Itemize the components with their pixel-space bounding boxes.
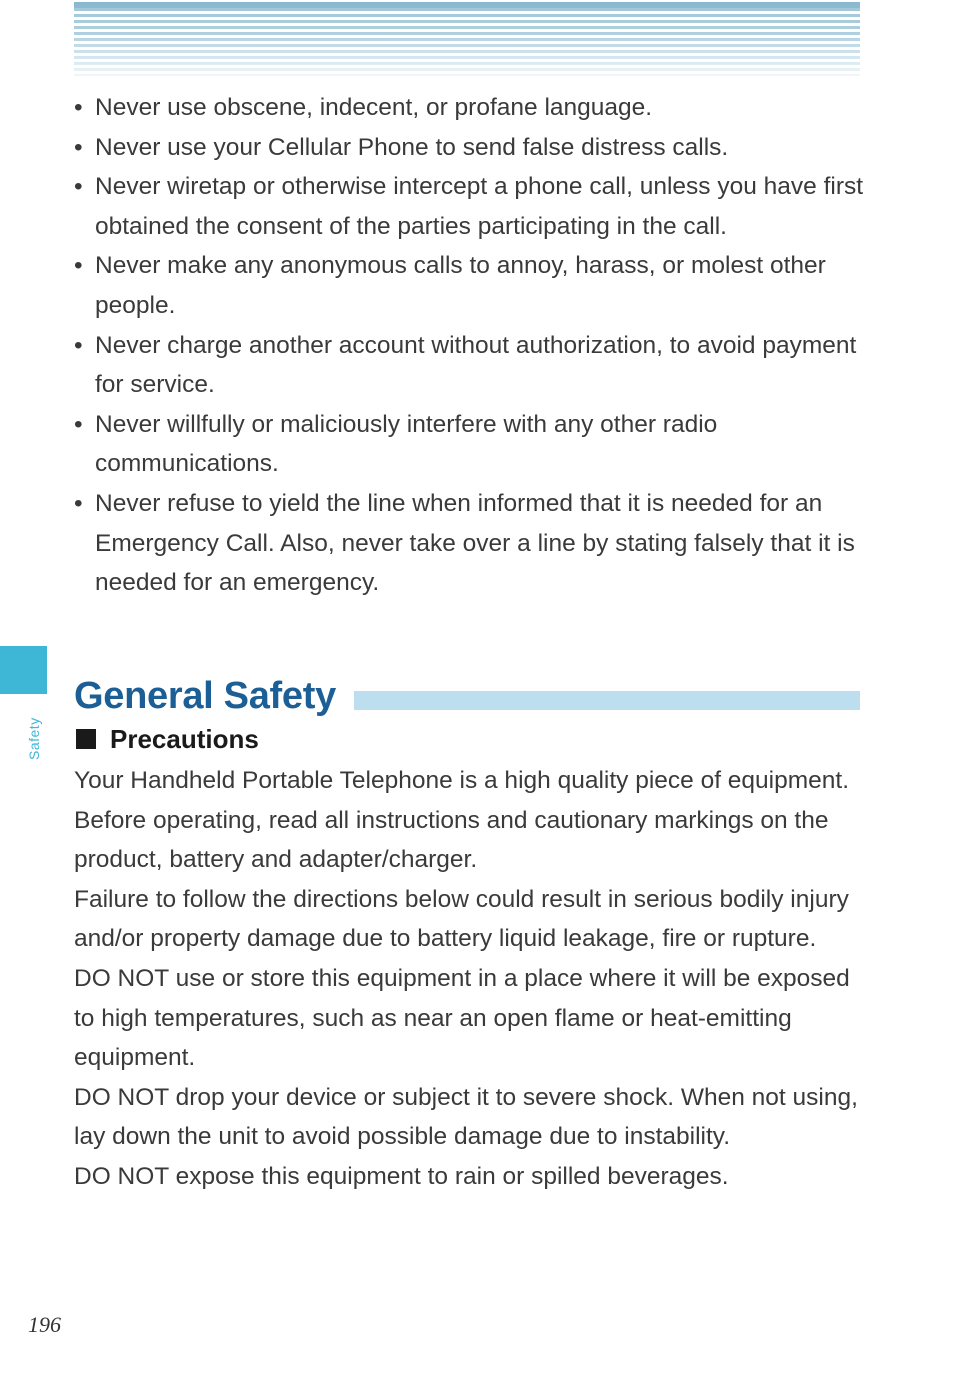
body-text — [74, 761, 864, 1197]
list-item — [74, 484, 864, 603]
side-tab-marker — [0, 646, 47, 694]
list-item — [74, 128, 864, 168]
list-item — [74, 326, 864, 405]
list-item-text: Never make any anonymous calls to annoy, harass, or molest other people. — [95, 252, 826, 319]
list-item-text: Never willfully or maliciously interfere with any other radio communications. — [95, 410, 718, 478]
header-decoration — [74, 2, 860, 76]
list-item-text: Never wiretap or otherwise intercept a phone call, unless you have first obtained the consent of the parties participating in the call. — [95, 173, 864, 240]
list-item-text: Never use obscene, indecent, or profane language. — [95, 94, 653, 121]
bullet-marker: • — [74, 173, 83, 201]
list-item — [74, 167, 864, 246]
square-bullet-icon — [76, 729, 96, 749]
rules-list — [74, 88, 864, 603]
list-item — [74, 88, 864, 128]
subheading-text: Precautions — [110, 724, 259, 754]
list-item — [74, 405, 864, 484]
paragraph: DO NOT expose this equipment to rain or spilled beverages. — [74, 1162, 729, 1190]
bullet-marker: • — [74, 94, 83, 121]
section-title-bar — [354, 691, 860, 710]
bullet-marker: • — [74, 410, 83, 438]
bullet-marker: • — [74, 489, 83, 517]
bullet-marker: • — [74, 252, 83, 280]
page-number: 196 — [28, 1312, 61, 1337]
list-item-text: Never use your Cellular Phone to send false distress calls. — [95, 133, 729, 161]
list-item — [74, 246, 864, 325]
subheading — [76, 722, 259, 756]
header-top-band — [74, 2, 860, 8]
paragraph: DO NOT use or store this equipment in a place where it will be exposed to high temperatures, such as near an open flame or heat-emitting equipment. — [74, 964, 850, 1072]
section-title: General Safety — [74, 675, 336, 717]
list-item-text: Never refuse to yield the line when informed that it is needed for an Emergency Call. Also, never take over a line by stating falsely that it is needed for an emergency. — [95, 489, 855, 597]
side-section-label: Safety — [26, 717, 42, 760]
paragraph: Your Handheld Portable Telephone is a high quality piece of equipment. Before operating, read all instructions and cautionary markings on the product, battery and adapter/charger. — [74, 767, 850, 874]
bullet-marker: • — [74, 331, 83, 359]
bullet-marker: • — [74, 133, 83, 161]
list-item-text: Never charge another account without authorization, to avoid payment for service. — [95, 331, 857, 399]
paragraph: Failure to follow the directions below could result in serious bodily injury and/or property damage due to battery liquid leakage, fire or rupture. — [74, 885, 849, 953]
paragraph: DO NOT drop your device or subject it to severe shock. When not using, lay down the unit to avoid possible damage due to instability. — [74, 1083, 858, 1151]
